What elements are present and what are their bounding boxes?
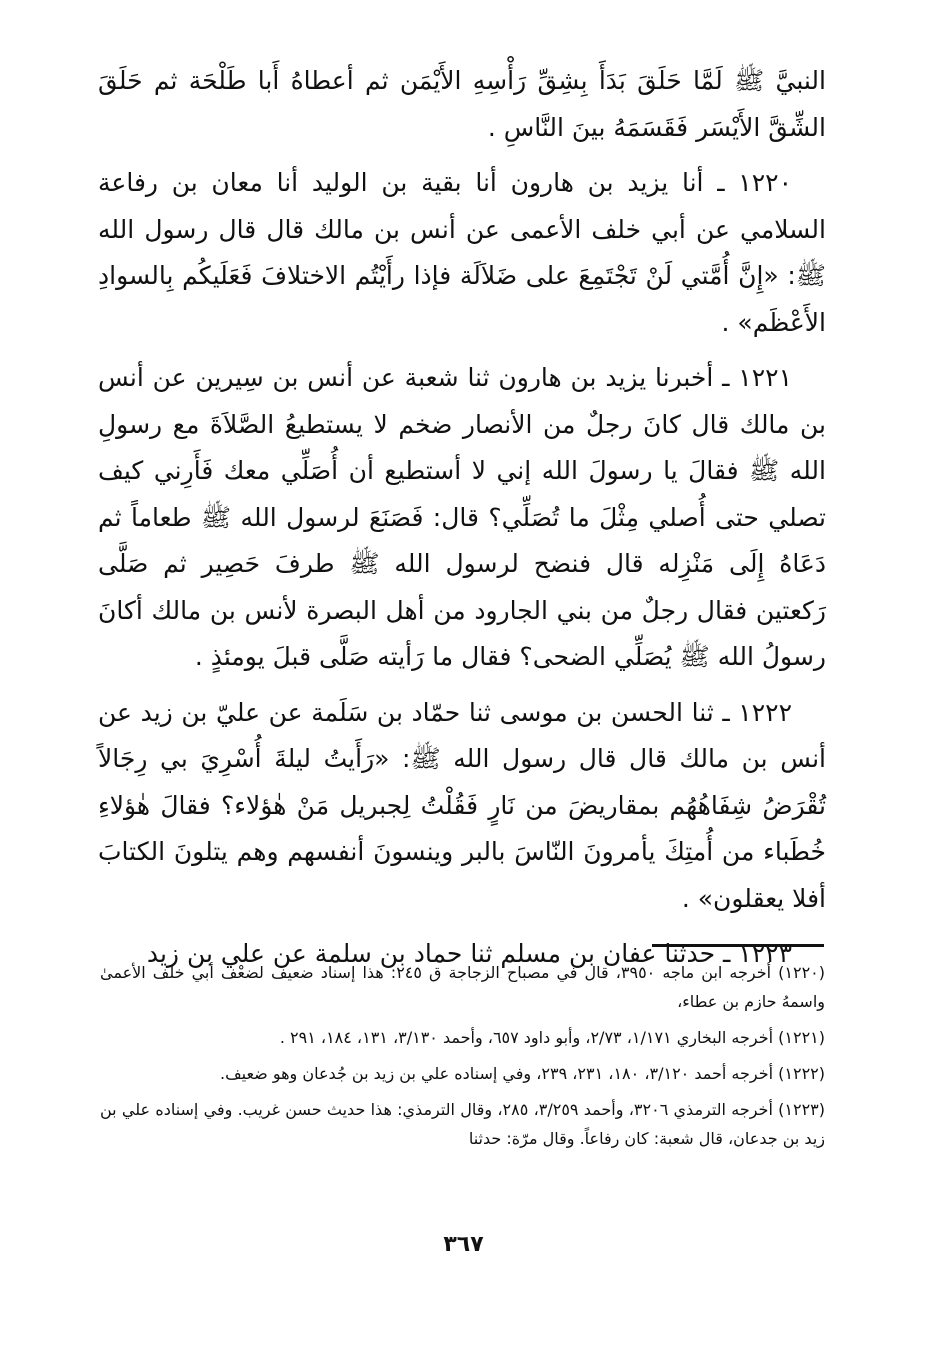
hadith-1223: ١٢٢٣ ـ حدثنا عفان بن مسلم ثنا حماد بن سلمة عن علي بن زيد: [146, 939, 792, 968]
hadith-1221: ١٢٢١ ـ أخبرنا يزيد بن هارون ثنا شعبة عن أنس بن سِيرين عن أنس بن مالك قال كانَ رجلٌ من الأنصار ضخم لا يستطيعُ الصَّلاَةَ مع رسولِ الله ﷺ فقالَ يا رسولَ الله إني لا أستطيع أن أُصَلِّي معك فَأَرِني كيف تصلي حتى أُصلي مِثْلَ ما تُصَلِّي؟ قال: فَصَنَعَ لرسول الله ﷺ طعاماً ثم دَعَاهُ إِلَى مَنْزِله قال فنضح لرسول الله ﷺ طرفَ حَصِير ثم صَلَّى رَكعتين فقال رجلٌ من بني الجارود من أهل البصرة لأنس بن مالك أكانَ رسولُ الله ﷺ يُصَلِّي الضحى؟ فقال ما رَأيته صَلَّى قبلَ يومئذٍ .: [98, 363, 826, 671]
main-text-body: [98, 58, 826, 987]
page-number: ٣٦٧: [443, 1232, 484, 1257]
hadith-1220: ١٢٢٠ ـ أنا يزيد بن هارون أنا بقية بن الوليد أنا معان بن رفاعة السلامي عن أبي خلف الأعمى عن أنس بن مالك قال قال رسول الله ﷺ: «إِنَّ أُمَّتي لَنْ تَجْتَمِعَ على ضَلاَلَة فإذا رأَيْتُم الاختلافَ فَعَلَيكُم بِالسوادِ الأَعْظَم» .: [98, 168, 826, 337]
paragraph-continuation: النبيَّ ﷺ لَمَّا حَلَقَ بَدَأَ بِشِقِّ رَأْسِهِ الأَيْمَن ثم أعطاهُ أَبا طَلْحَة ثم حَلَقَ الشِّقَّ الأَيْسَر فَقَسَمَهُ بينَ النَّاسِ .: [98, 66, 826, 142]
footnote-1220: (١٢٢٠) أخرجه ابن ماجه ٣٩٥٠، قال في مصباح الزجاجة ق ٢٤٥: هذا إسناد ضعيف لضعْف أبي خلف الأعمىٰ واسمهُ حازم بن عطاء،: [100, 963, 825, 1011]
footnote-1223: (١٢٢٣) أخرجه الترمذي ٣٢٠٦، وأحمد ٣/٢٥٩، ٢٨٥، وقال الترمذي: هذا حديث حسن غريب. وفي إسناده علي بن زيد بن جدعان، قال شعبة: كان رفاعاً. وقال مرّة: حدثنا: [100, 1100, 826, 1148]
footnotes: [100, 958, 825, 1160]
hadith-1222: ١٢٢٢ ـ ثنا الحسن بن موسى ثنا حمّاد بن سَلَمة عن عليّ بن زيد عن أنس بن مالك قال قال رسول الله ﷺ: «رَأَيتُ ليلةَ أُسْرِيَ بي رِجَالاً تُقْرَضُ شِفَاهُهُم بمقاريضَ من نَارٍ فَقُلْتُ لِجبريل مَنْ هٰؤلاء؟ فقالَ هٰؤلاءِ خُطَباء من أُمتِكَ يأمرونَ النّاسَ بالبر وينسونَ أنفسهم وهم يتلونَ الكتابَ أفلا يعقلون» .: [98, 697, 826, 913]
footnote-1221: (١٢٢١) أخرجه البخاري ١/١٧١، ٢/٧٣، وأبو داود ٦٥٧، وأحمد ٣/١٣٠، ١٣١، ١٨٤، ٢٩١ .: [279, 1028, 825, 1047]
footnote-1222: (١٢٢٢) أخرجه أحمد ٣/١٢٠، ١٨٠، ٢٣١، ٢٣٩، وفي إسناده علي بن زيد بن جُدعان وهو ضعيف.: [219, 1064, 825, 1083]
footnote-separator: [652, 944, 824, 947]
